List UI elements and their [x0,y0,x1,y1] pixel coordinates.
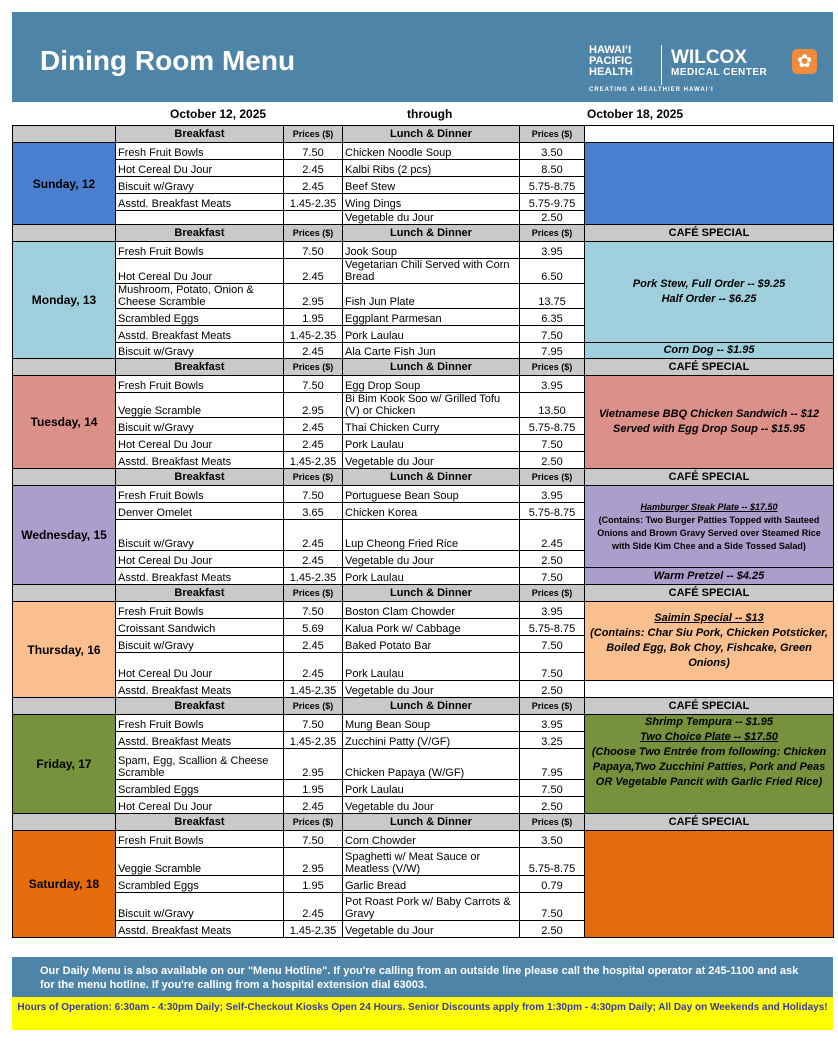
lunch-price: 3.95 [520,486,585,503]
section-header-tuesday [13,359,834,376]
breakfast-price: 7.50 [284,715,343,732]
lunch-price: 6.50 [520,259,585,284]
lunch-item: Bi Bim Kook Soo w/ Grilled Tofu (V) or Chicken [343,393,520,418]
breakfast-price: 7.50 [284,242,343,259]
logo-tagline: CREATING A HEALTHIER HAWAIʻI [589,87,714,93]
cafe-special-tuesday [585,376,834,469]
lunch-price: 13.50 [520,393,585,418]
lunch-item: Portuguese Bean Soup [343,486,520,503]
lunch-price: 2.50 [520,921,585,938]
prices-header: Prices ($) [520,814,585,831]
lunch-item: Pot Roast Pork w/ Baby Carrots & Gravy [343,893,520,921]
breakfast-item: Biscuit w/Gravy [116,520,284,551]
cafe-special-line: Served with Egg Drop Soup -- $15.95 [613,423,805,435]
day-label-wednesday: Wednesday, 15 [13,486,116,585]
cafe-special-header: CAFÉ SPECIAL [585,469,834,486]
lunch-item: Garlic Bread [343,876,520,893]
day-label-sunday: Sunday, 12 [13,143,116,225]
lunch-price: 3.95 [520,376,585,393]
menu-table [12,125,834,938]
breakfast-price: 2.45 [284,418,343,435]
cafe-special-line: Vietnamese BBQ Chicken Sandwich -- $12 [598,408,820,420]
lunch-price: 5.75-8.75 [520,619,585,636]
lunch-item: Vegetable du Jour [343,921,520,938]
cafe-special-header [585,126,834,143]
logo-divider [661,45,662,85]
breakfast-item: Biscuit w/Gravy [116,636,284,653]
breakfast-price: 7.50 [284,486,343,503]
cafe-special-saturday [585,831,834,938]
menu-row [13,715,834,732]
section-header-friday [13,698,834,715]
breakfast-item: Hot Cereal Du Jour [116,551,284,568]
breakfast-item: Fresh Fruit Bowls [116,143,284,160]
cafe-special-line: Pork Stew, Full Order -- $9.25 [632,278,786,290]
day-label-thursday: Thursday, 16 [13,602,116,698]
day-label-tuesday: Tuesday, 14 [13,376,116,469]
breakfast-price: 1.95 [284,780,343,797]
menu-row [13,343,834,359]
breakfast-header: Breakfast [116,469,284,486]
header-banner [12,12,833,102]
cafe-special-line: Half Order -- $6.25 [661,293,757,305]
breakfast-price: 7.50 [284,143,343,160]
breakfast-price: 2.45 [284,259,343,284]
flower-logo-icon: ✿ [792,49,817,74]
breakfast-price: 7.50 [284,602,343,619]
lunch-item: Beef Stew [343,177,520,194]
lunch-item: Corn Chowder [343,831,520,848]
lunch-item: Ala Carte Fish Jun [343,343,520,359]
breakfast-price: 2.45 [284,797,343,814]
lunch-header: Lunch & Dinner [343,698,520,715]
cafe-special-header: CAFÉ SPECIAL [585,698,834,715]
breakfast-item: Fresh Fruit Bowls [116,831,284,848]
lunch-item: Boston Clam Chowder [343,602,520,619]
breakfast-item: Fresh Fruit Bowls [116,715,284,732]
through-label: through [407,107,453,121]
lunch-price: 8.50 [520,160,585,177]
breakfast-price: 3.65 [284,503,343,520]
page-title: Dining Room Menu [40,45,296,76]
lunch-header: Lunch & Dinner [343,585,520,602]
lunch-price: 2.50 [520,797,585,814]
lunch-item: Pork Laulau [343,568,520,585]
breakfast-price: 2.45 [284,435,343,452]
breakfast-price: 2.45 [284,893,343,921]
lunch-item: Pork Laulau [343,653,520,681]
hours-of-operation: Hours of Operation: 6:30am - 4:30pm Daily; Self-Checkout Kiosks Open 24 Hours. Senior Discounts apply from 1:30pm - 4:30pm Daily; All Day on Weekends and Holidays! [12,997,833,1030]
breakfast-price: 1.45-2.35 [284,568,343,585]
header-blank [13,359,116,376]
breakfast-item: Scrambled Eggs [116,309,284,326]
cafe-special-monday [585,242,834,343]
breakfast-header: Breakfast [116,814,284,831]
section-header-wednesday [13,469,834,486]
breakfast-item: Hot Cereal Du Jour [116,160,284,177]
lunch-item: Lup Cheong Fried Rice [343,520,520,551]
menu-hotline-note: Our Daily Menu is also available on our "Menu Hotline". If you're calling from an outside line please call the hospital operator at 245-1100 and ask for the menu hotline. If you're calling from a hospital extension dial 63003. [12,957,833,997]
lunch-header: Lunch & Dinner [343,814,520,831]
day-label-monday: Monday, 13 [13,242,116,359]
lunch-item: Fish Jun Plate [343,284,520,309]
lunch-header: Lunch & Dinner [343,225,520,242]
breakfast-item: Veggie Scramble [116,393,284,418]
breakfast-item: Biscuit w/Gravy [116,418,284,435]
lunch-price: 7.50 [520,893,585,921]
lunch-price: 7.50 [520,568,585,585]
cafe-special-title: Two Choice Plate -- $17.50 [640,731,778,743]
breakfast-price [284,211,343,225]
cafe-special-desc: (Contains: Char Siu Pork, Chicken Potsticker, Boiled Egg, Bok Choy, Fishcake, Green Onions) [590,627,828,669]
breakfast-item: Asstd. Breakfast Meats [116,732,284,749]
menu-row [13,568,834,585]
breakfast-price: 1.45-2.35 [284,452,343,469]
cafe-special-sunday [585,143,834,225]
header-blank [13,126,116,143]
cafe-special-extra: Warm Pretzel -- $4.25 [585,568,834,585]
breakfast-item: Asstd. Breakfast Meats [116,452,284,469]
lunch-item: Zucchini Patty (V/GF) [343,732,520,749]
prices-header: Prices ($) [520,359,585,376]
breakfast-item: Biscuit w/Gravy [116,343,284,359]
lunch-price: 2.50 [520,452,585,469]
breakfast-header: Breakfast [116,698,284,715]
breakfast-price: 1.45-2.35 [284,326,343,343]
breakfast-price: 7.50 [284,831,343,848]
breakfast-price: 2.45 [284,177,343,194]
header-blank [13,469,116,486]
lunch-price: 7.95 [520,343,585,359]
lunch-price: 5.75-8.75 [520,848,585,876]
lunch-item: Jook Soup [343,242,520,259]
menu-row [13,831,834,848]
header-blank [13,225,116,242]
prices-header: Prices ($) [284,469,343,486]
lunch-price: 7.95 [520,749,585,780]
breakfast-item: Asstd. Breakfast Meats [116,568,284,585]
lunch-price: 3.95 [520,602,585,619]
lunch-item: Vegetable du Jour [343,452,520,469]
cafe-special-friday [585,715,834,814]
breakfast-item: Biscuit w/Gravy [116,177,284,194]
wilcox-logo-sub: MEDICAL CENTER [671,67,768,78]
date-range [12,104,833,124]
breakfast-item: Hot Cereal Du Jour [116,797,284,814]
lunch-price: 2.45 [520,520,585,551]
breakfast-item: Hot Cereal Du Jour [116,259,284,284]
breakfast-item: Veggie Scramble [116,848,284,876]
prices-header: Prices ($) [520,698,585,715]
breakfast-price: 2.45 [284,551,343,568]
lunch-item: Vegetarian Chili Served with Corn Bread [343,259,520,284]
lunch-price: 0.79 [520,876,585,893]
lunch-item: Vegetable du Jour [343,551,520,568]
lunch-item: Vegetable du Jour [343,681,520,698]
lunch-price: 7.50 [520,653,585,681]
cafe-special-desc: (Choose Two Entrée from following: Chicken Papaya,Two Zucchini Patties, Pork and Peas OR Vegetable Pancit with Garlic Fried Rice) [591,746,827,788]
menu-row [13,681,834,698]
prices-header: Prices ($) [284,698,343,715]
breakfast-price: 2.95 [284,848,343,876]
breakfast-header: Breakfast [116,126,284,143]
day-label-friday: Friday, 17 [13,715,116,814]
end-date: October 18, 2025 [587,107,684,121]
prices-header: Prices ($) [520,469,585,486]
lunch-price: 7.50 [520,780,585,797]
breakfast-item: Asstd. Breakfast Meats [116,194,284,211]
section-header-sunday [13,126,834,143]
wilcox-logo: WILCOX [671,47,747,68]
breakfast-price: 5.69 [284,619,343,636]
breakfast-price: 2.95 [284,749,343,780]
breakfast-price: 1.45-2.35 [284,681,343,698]
cafe-special-header: CAFÉ SPECIAL [585,585,834,602]
breakfast-price: 1.95 [284,309,343,326]
breakfast-item: Denver Omelet [116,503,284,520]
lunch-price: 2.50 [520,681,585,698]
breakfast-price: 2.95 [284,284,343,309]
prices-header: Prices ($) [284,126,343,143]
lunch-item: Thai Chicken Curry [343,418,520,435]
lunch-price: 5.75-9.75 [520,194,585,211]
breakfast-header: Breakfast [116,585,284,602]
menu-row [13,486,834,503]
lunch-item: Eggplant Parmesan [343,309,520,326]
breakfast-price: 1.45-2.35 [284,921,343,938]
breakfast-price: 7.50 [284,376,343,393]
breakfast-item: Fresh Fruit Bowls [116,376,284,393]
menu-row [13,242,834,259]
lunch-price: 2.50 [520,551,585,568]
breakfast-price: 2.45 [284,636,343,653]
breakfast-item: Croissant Sandwich [116,619,284,636]
lunch-price: 5.75-8.75 [520,503,585,520]
section-header-thursday [13,585,834,602]
breakfast-price: 2.45 [284,343,343,359]
breakfast-item: Spam, Egg, Scallion & Cheese Scramble [116,749,284,780]
lunch-item: Wing Dings [343,194,520,211]
breakfast-price: 2.45 [284,160,343,177]
breakfast-item: Asstd. Breakfast Meats [116,326,284,343]
breakfast-price: 1.45-2.35 [284,732,343,749]
lunch-item: Spaghetti w/ Meat Sauce or Meatless (V/W) [343,848,520,876]
prices-header: Prices ($) [284,814,343,831]
lunch-header: Lunch & Dinner [343,469,520,486]
lunch-price: 3.50 [520,143,585,160]
lunch-item: Vegetable du Jour [343,211,520,225]
cafe-special-title: Saimin Special -- $13 [654,612,764,624]
start-date: October 12, 2025 [170,107,267,121]
lunch-item: Vegetable du Jour [343,797,520,814]
breakfast-item: Fresh Fruit Bowls [116,242,284,259]
section-header-monday [13,225,834,242]
lunch-item: Egg Drop Soup [343,376,520,393]
prices-header: Prices ($) [284,225,343,242]
lunch-price: 3.95 [520,715,585,732]
header-blank [13,814,116,831]
prices-header: Prices ($) [284,359,343,376]
hawaii-pacific-health-logo: HAWAIʻI PACIFIC HEALTH [589,44,633,78]
header-blank [13,698,116,715]
lunch-item: Kalbi Ribs (2 pcs) [343,160,520,177]
lunch-item: Chicken Noodle Soup [343,143,520,160]
breakfast-price: 2.45 [284,653,343,681]
lunch-price: 7.50 [520,435,585,452]
cafe-special-thursday [585,602,834,681]
breakfast-price: 1.95 [284,876,343,893]
lunch-price: 3.25 [520,732,585,749]
day-label-saturday: Saturday, 18 [13,831,116,938]
lunch-item: Pork Laulau [343,435,520,452]
lunch-price: 3.50 [520,831,585,848]
prices-header: Prices ($) [520,126,585,143]
cafe-special-wednesday [585,486,834,568]
cafe-special-extra: Corn Dog -- $1.95 [585,343,834,359]
cafe-special-header: CAFÉ SPECIAL [585,225,834,242]
menu-row [13,602,834,619]
lunch-item: Chicken Papaya (W/GF) [343,749,520,780]
lunch-header: Lunch & Dinner [343,126,520,143]
breakfast-item: Asstd. Breakfast Meats [116,681,284,698]
lunch-item: Mung Bean Soup [343,715,520,732]
breakfast-price: 2.45 [284,520,343,551]
menu-row [13,143,834,160]
breakfast-price: 1.45-2.35 [284,194,343,211]
lunch-item: Kalua Pork w/ Cabbage [343,619,520,636]
cafe-special-header: CAFÉ SPECIAL [585,814,834,831]
cafe-special-empty [585,681,834,698]
breakfast-header: Breakfast [116,359,284,376]
lunch-price: 2.50 [520,211,585,225]
breakfast-item: Fresh Fruit Bowls [116,602,284,619]
lunch-price: 13.75 [520,284,585,309]
section-header-saturday [13,814,834,831]
cafe-special-title: Hamburger Steak Plate -- $17.50 [640,501,778,512]
cafe-special-line: Shrimp Tempura -- $1.95 [645,716,773,728]
lunch-item: Pork Laulau [343,326,520,343]
breakfast-item [116,211,284,225]
breakfast-item: Mushroom, Potato, Onion & Cheese Scramble [116,284,284,309]
lunch-price: 3.95 [520,242,585,259]
breakfast-header: Breakfast [116,225,284,242]
lunch-header: Lunch & Dinner [343,359,520,376]
breakfast-item: Scrambled Eggs [116,780,284,797]
lunch-item: Chicken Korea [343,503,520,520]
header-blank [13,585,116,602]
lunch-price: 6.35 [520,309,585,326]
lunch-price: 5.75-8.75 [520,177,585,194]
breakfast-item: Asstd. Breakfast Meats [116,921,284,938]
breakfast-item: Hot Cereal Du Jour [116,653,284,681]
prices-header: Prices ($) [284,585,343,602]
lunch-price: 5.75-8.75 [520,418,585,435]
lunch-item: Pork Laulau [343,780,520,797]
cafe-special-desc: (Contains: Two Burger Patties Topped with Sauteed Onions and Brown Gravy Served over Steamed Rice with Side Kim Chee and a Side Tossed Salad) [597,514,821,551]
breakfast-item: Hot Cereal Du Jour [116,435,284,452]
breakfast-price: 2.95 [284,393,343,418]
prices-header: Prices ($) [520,225,585,242]
breakfast-item: Fresh Fruit Bowls [116,486,284,503]
menu-row [13,376,834,393]
cafe-special-header: CAFÉ SPECIAL [585,359,834,376]
lunch-price: 7.50 [520,636,585,653]
breakfast-item: Biscuit w/Gravy [116,893,284,921]
prices-header: Prices ($) [520,585,585,602]
lunch-item: Baked Potato Bar [343,636,520,653]
breakfast-item: Scrambled Eggs [116,876,284,893]
lunch-price: 7.50 [520,326,585,343]
